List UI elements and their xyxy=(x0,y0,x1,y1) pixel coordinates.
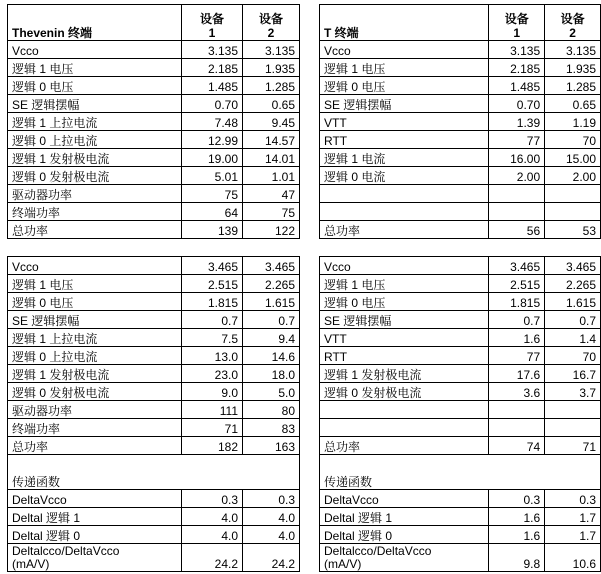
row-value: 13.0 xyxy=(182,347,243,365)
row-value: 17.6 xyxy=(489,365,545,383)
table-row xyxy=(320,365,601,383)
row-label: 逻辑 1 上拉电流 xyxy=(8,113,182,131)
table-row xyxy=(320,437,601,455)
row-value: 0.3 xyxy=(545,490,601,508)
table-row xyxy=(320,401,601,419)
row-value: 53 xyxy=(545,221,601,239)
row-value: 2.265 xyxy=(545,275,601,293)
row-value: 0.65 xyxy=(545,95,601,113)
table-row xyxy=(8,365,300,383)
row-value: 1.6 xyxy=(489,329,545,347)
row-value: 0.65 xyxy=(243,95,300,113)
row-value: 1.7 xyxy=(545,508,601,526)
row-value: 2.185 xyxy=(489,59,545,77)
row-label: 逻辑 0 电压 xyxy=(8,77,182,95)
row-label: SE 逻辑摆幅 xyxy=(8,311,182,329)
row-value: 1.615 xyxy=(545,293,601,311)
device-header-col2 xyxy=(545,5,601,41)
row-value: 3.465 xyxy=(489,257,545,275)
ratio-unit: (mA/V) xyxy=(12,557,50,571)
row-value xyxy=(545,203,601,221)
row-label: 逻辑 1 电压 xyxy=(320,59,489,77)
row-label: RTT xyxy=(320,347,489,365)
table-title: Thevenin 终端 xyxy=(8,5,182,41)
table-row xyxy=(8,257,300,275)
header-row xyxy=(8,5,300,41)
row-value xyxy=(489,185,545,203)
row-label: Deltal 逻辑 1 xyxy=(320,508,489,526)
row-label: 逻辑 0 发射极电流 xyxy=(8,167,182,185)
row-value: 9.0 xyxy=(182,383,243,401)
row-value: 4.0 xyxy=(182,508,243,526)
table-row xyxy=(320,59,601,77)
row-value: 3.135 xyxy=(489,41,545,59)
table-row xyxy=(320,203,601,221)
row-value: 9.8 xyxy=(489,544,545,572)
row-value: 70 xyxy=(545,131,601,149)
row-value: 3.6 xyxy=(489,383,545,401)
row-value: 1.285 xyxy=(545,77,601,95)
row-value: 7.48 xyxy=(182,113,243,131)
row-value: 14.57 xyxy=(243,131,300,149)
row-label: 逻辑 0 电压 xyxy=(320,77,489,95)
row-label: DeltaVcco xyxy=(320,490,489,508)
row-value: 3.465 xyxy=(243,257,300,275)
row-value: 56 xyxy=(489,221,545,239)
row-value: 0.3 xyxy=(243,490,300,508)
table-row xyxy=(320,490,601,508)
row-label: 终端功率 xyxy=(8,203,182,221)
row-label: Vcco xyxy=(320,41,489,59)
row-value: 2.265 xyxy=(243,275,300,293)
row-label: 总功率 xyxy=(320,221,489,239)
row-value: 9.45 xyxy=(243,113,300,131)
row-label xyxy=(320,185,489,203)
row-label: 逻辑 0 发射极电流 xyxy=(8,383,182,401)
row-label: 逻辑 0 电压 xyxy=(320,293,489,311)
row-value: 1.6 xyxy=(489,508,545,526)
table-row xyxy=(320,41,601,59)
row-value: 4.0 xyxy=(243,526,300,544)
row-value: 64 xyxy=(182,203,243,221)
row-value: 16.00 xyxy=(489,149,545,167)
table-row xyxy=(8,167,300,185)
row-label: VTT xyxy=(320,329,489,347)
ratio-row xyxy=(8,544,300,572)
table-row xyxy=(8,131,300,149)
table-row xyxy=(8,275,300,293)
row-value: 1.285 xyxy=(243,77,300,95)
row-value: 77 xyxy=(489,347,545,365)
row-value: 0.7 xyxy=(182,311,243,329)
row-value xyxy=(545,401,601,419)
row-value: 7.5 xyxy=(182,329,243,347)
row-value xyxy=(489,401,545,419)
table-row xyxy=(320,95,601,113)
row-label xyxy=(320,419,489,437)
row-value: 19.00 xyxy=(182,149,243,167)
row-value xyxy=(545,185,601,203)
table-row xyxy=(320,383,601,401)
table-title: T 终端 xyxy=(320,5,489,41)
row-value: 0.3 xyxy=(182,490,243,508)
row-label: Vcco xyxy=(8,257,182,275)
row-label: 逻辑 1 电压 xyxy=(320,275,489,293)
spacer-row xyxy=(8,239,300,257)
table-row xyxy=(8,311,300,329)
row-value: 182 xyxy=(182,437,243,455)
row-value: 2.00 xyxy=(545,167,601,185)
row-value: 71 xyxy=(182,419,243,437)
row-value: 3.135 xyxy=(243,41,300,59)
row-value: 70 xyxy=(545,347,601,365)
row-value: 1.01 xyxy=(243,167,300,185)
row-value: 15.00 xyxy=(545,149,601,167)
ratio-label: Deltalcco/DeltaVcco xyxy=(12,544,120,558)
row-label: VTT xyxy=(320,113,489,131)
row-value: 163 xyxy=(243,437,300,455)
row-value: 0.7 xyxy=(489,311,545,329)
device-header-number: 1 xyxy=(513,26,521,40)
device-header-label: 设备 xyxy=(258,12,283,26)
row-value: 71 xyxy=(545,437,601,455)
row-value: 3.465 xyxy=(182,257,243,275)
row-value: 139 xyxy=(182,221,243,239)
transfer-title-row xyxy=(8,455,300,490)
row-value: 47 xyxy=(243,185,300,203)
row-label xyxy=(320,544,489,572)
table-row xyxy=(8,293,300,311)
table-row xyxy=(8,59,300,77)
table-row xyxy=(8,383,300,401)
table-row xyxy=(8,95,300,113)
table-row xyxy=(320,185,601,203)
row-label: 逻辑 1 发射极电流 xyxy=(320,365,489,383)
thevenin-table xyxy=(7,4,300,572)
device-header-col1 xyxy=(489,5,545,41)
row-value xyxy=(545,419,601,437)
row-label: 逻辑 1 发射极电流 xyxy=(8,149,182,167)
row-value: 1.485 xyxy=(182,77,243,95)
row-label: SE 逻辑摆幅 xyxy=(320,311,489,329)
row-value: 5.0 xyxy=(243,383,300,401)
row-value: 14.01 xyxy=(243,149,300,167)
transfer-function-title: 传递函数 xyxy=(320,455,601,490)
row-value: 1.815 xyxy=(182,293,243,311)
row-value: 5.01 xyxy=(182,167,243,185)
row-label: Deltal 逻辑 0 xyxy=(320,526,489,544)
row-value: 75 xyxy=(182,185,243,203)
table-row xyxy=(8,221,300,239)
row-label: 总功率 xyxy=(8,221,182,239)
table-row xyxy=(320,419,601,437)
row-label xyxy=(320,203,489,221)
row-value: 3.7 xyxy=(545,383,601,401)
row-value: 24.2 xyxy=(182,544,243,572)
row-value: 9.4 xyxy=(243,329,300,347)
row-value: 1.39 xyxy=(489,113,545,131)
row-label: 逻辑 1 电压 xyxy=(8,59,182,77)
table-row xyxy=(8,41,300,59)
device-header-number: 2 xyxy=(569,26,576,40)
row-label: SE 逻辑摆幅 xyxy=(320,95,489,113)
row-label: 终端功率 xyxy=(8,419,182,437)
table-row xyxy=(8,508,300,526)
row-value: 75 xyxy=(243,203,300,221)
row-value: 111 xyxy=(182,401,243,419)
row-label: 逻辑 0 电流 xyxy=(320,167,489,185)
table-row xyxy=(8,203,300,221)
table-row xyxy=(320,131,601,149)
row-label: 逻辑 1 发射极电流 xyxy=(8,365,182,383)
ratio-unit: (mA/V) xyxy=(324,557,362,571)
table-row xyxy=(320,77,601,95)
table-row xyxy=(8,526,300,544)
row-value: 1.935 xyxy=(243,59,300,77)
row-value: 1.7 xyxy=(545,526,601,544)
row-value: 1.815 xyxy=(489,293,545,311)
row-value: 12.99 xyxy=(182,131,243,149)
row-label: DeltaVcco xyxy=(8,490,182,508)
table-row xyxy=(320,329,601,347)
row-value: 1.615 xyxy=(243,293,300,311)
row-label: 逻辑 1 上拉电流 xyxy=(8,329,182,347)
row-value: 0.7 xyxy=(545,311,601,329)
row-value: 18.0 xyxy=(243,365,300,383)
row-value: 2.515 xyxy=(182,275,243,293)
ratio-label: Deltalcco/DeltaVcco xyxy=(324,544,432,558)
row-value: 3.465 xyxy=(545,257,601,275)
table-row xyxy=(320,257,601,275)
table-row xyxy=(320,311,601,329)
row-value: 0.70 xyxy=(489,95,545,113)
row-label: Vcco xyxy=(320,257,489,275)
row-label: 逻辑 0 电压 xyxy=(8,293,182,311)
row-value: 4.0 xyxy=(243,508,300,526)
device-header-number: 2 xyxy=(267,26,275,40)
device-header-label: 设备 xyxy=(560,12,585,26)
row-value: 0.7 xyxy=(243,311,300,329)
table-row xyxy=(8,401,300,419)
table-row xyxy=(8,437,300,455)
row-label xyxy=(320,401,489,419)
row-label: 逻辑 0 发射极电流 xyxy=(320,383,489,401)
table-row xyxy=(320,113,601,131)
device-header-col1 xyxy=(182,5,243,41)
row-value: 24.2 xyxy=(243,544,300,572)
table-row xyxy=(8,329,300,347)
row-value: 0.3 xyxy=(489,490,545,508)
row-value: 16.7 xyxy=(545,365,601,383)
device-header-number: 1 xyxy=(208,26,216,40)
row-label: 逻辑 1 电压 xyxy=(8,275,182,293)
row-label: 总功率 xyxy=(320,437,489,455)
row-label: RTT xyxy=(320,131,489,149)
table-row xyxy=(8,419,300,437)
row-value: 1.4 xyxy=(545,329,601,347)
table-row xyxy=(320,275,601,293)
row-value: 0.70 xyxy=(182,95,243,113)
device-header-label: 设备 xyxy=(504,12,529,26)
row-label: 逻辑 0 上拉电流 xyxy=(8,131,182,149)
table-row xyxy=(8,77,300,95)
row-value: 1.6 xyxy=(489,526,545,544)
row-label: Deltal 逻辑 0 xyxy=(8,526,182,544)
row-label: 驱动器功率 xyxy=(8,185,182,203)
row-value: 2.185 xyxy=(182,59,243,77)
row-value: 1.485 xyxy=(489,77,545,95)
table-row xyxy=(8,149,300,167)
table-row xyxy=(320,293,601,311)
row-value: 2.515 xyxy=(489,275,545,293)
device-header-col2 xyxy=(243,5,300,41)
table-row xyxy=(8,113,300,131)
spacer-row xyxy=(320,239,601,257)
row-value: 1.19 xyxy=(545,113,601,131)
row-label: Deltal 逻辑 1 xyxy=(8,508,182,526)
table-row xyxy=(320,221,601,239)
table-row xyxy=(8,185,300,203)
row-label: SE 逻辑摆幅 xyxy=(8,95,182,113)
row-label: 逻辑 0 上拉电流 xyxy=(8,347,182,365)
table-row xyxy=(320,508,601,526)
row-value: 3.135 xyxy=(182,41,243,59)
row-label xyxy=(8,544,182,572)
row-label: 逻辑 1 电流 xyxy=(320,149,489,167)
row-value xyxy=(489,419,545,437)
row-value: 1.935 xyxy=(545,59,601,77)
row-value: 122 xyxy=(243,221,300,239)
table-row xyxy=(320,526,601,544)
row-value: 14.6 xyxy=(243,347,300,365)
row-value: 83 xyxy=(243,419,300,437)
table-row xyxy=(320,167,601,185)
table-row xyxy=(8,490,300,508)
row-value: 4.0 xyxy=(182,526,243,544)
row-label: 总功率 xyxy=(8,437,182,455)
row-value: 80 xyxy=(243,401,300,419)
row-value: 77 xyxy=(489,131,545,149)
row-value: 74 xyxy=(489,437,545,455)
table-row xyxy=(320,149,601,167)
transfer-title-row xyxy=(320,455,601,490)
transfer-function-title: 传递函数 xyxy=(8,455,300,490)
row-value: 3.135 xyxy=(545,41,601,59)
table-row xyxy=(320,347,601,365)
row-label: Vcco xyxy=(8,41,182,59)
row-value: 23.0 xyxy=(182,365,243,383)
ratio-row xyxy=(320,544,601,572)
device-header-label: 设备 xyxy=(199,12,224,26)
row-value xyxy=(489,203,545,221)
table-row xyxy=(8,347,300,365)
header-row xyxy=(320,5,601,41)
t-termination-table xyxy=(319,4,601,572)
row-value: 10.6 xyxy=(545,544,601,572)
row-label: 驱动器功率 xyxy=(8,401,182,419)
row-value: 2.00 xyxy=(489,167,545,185)
